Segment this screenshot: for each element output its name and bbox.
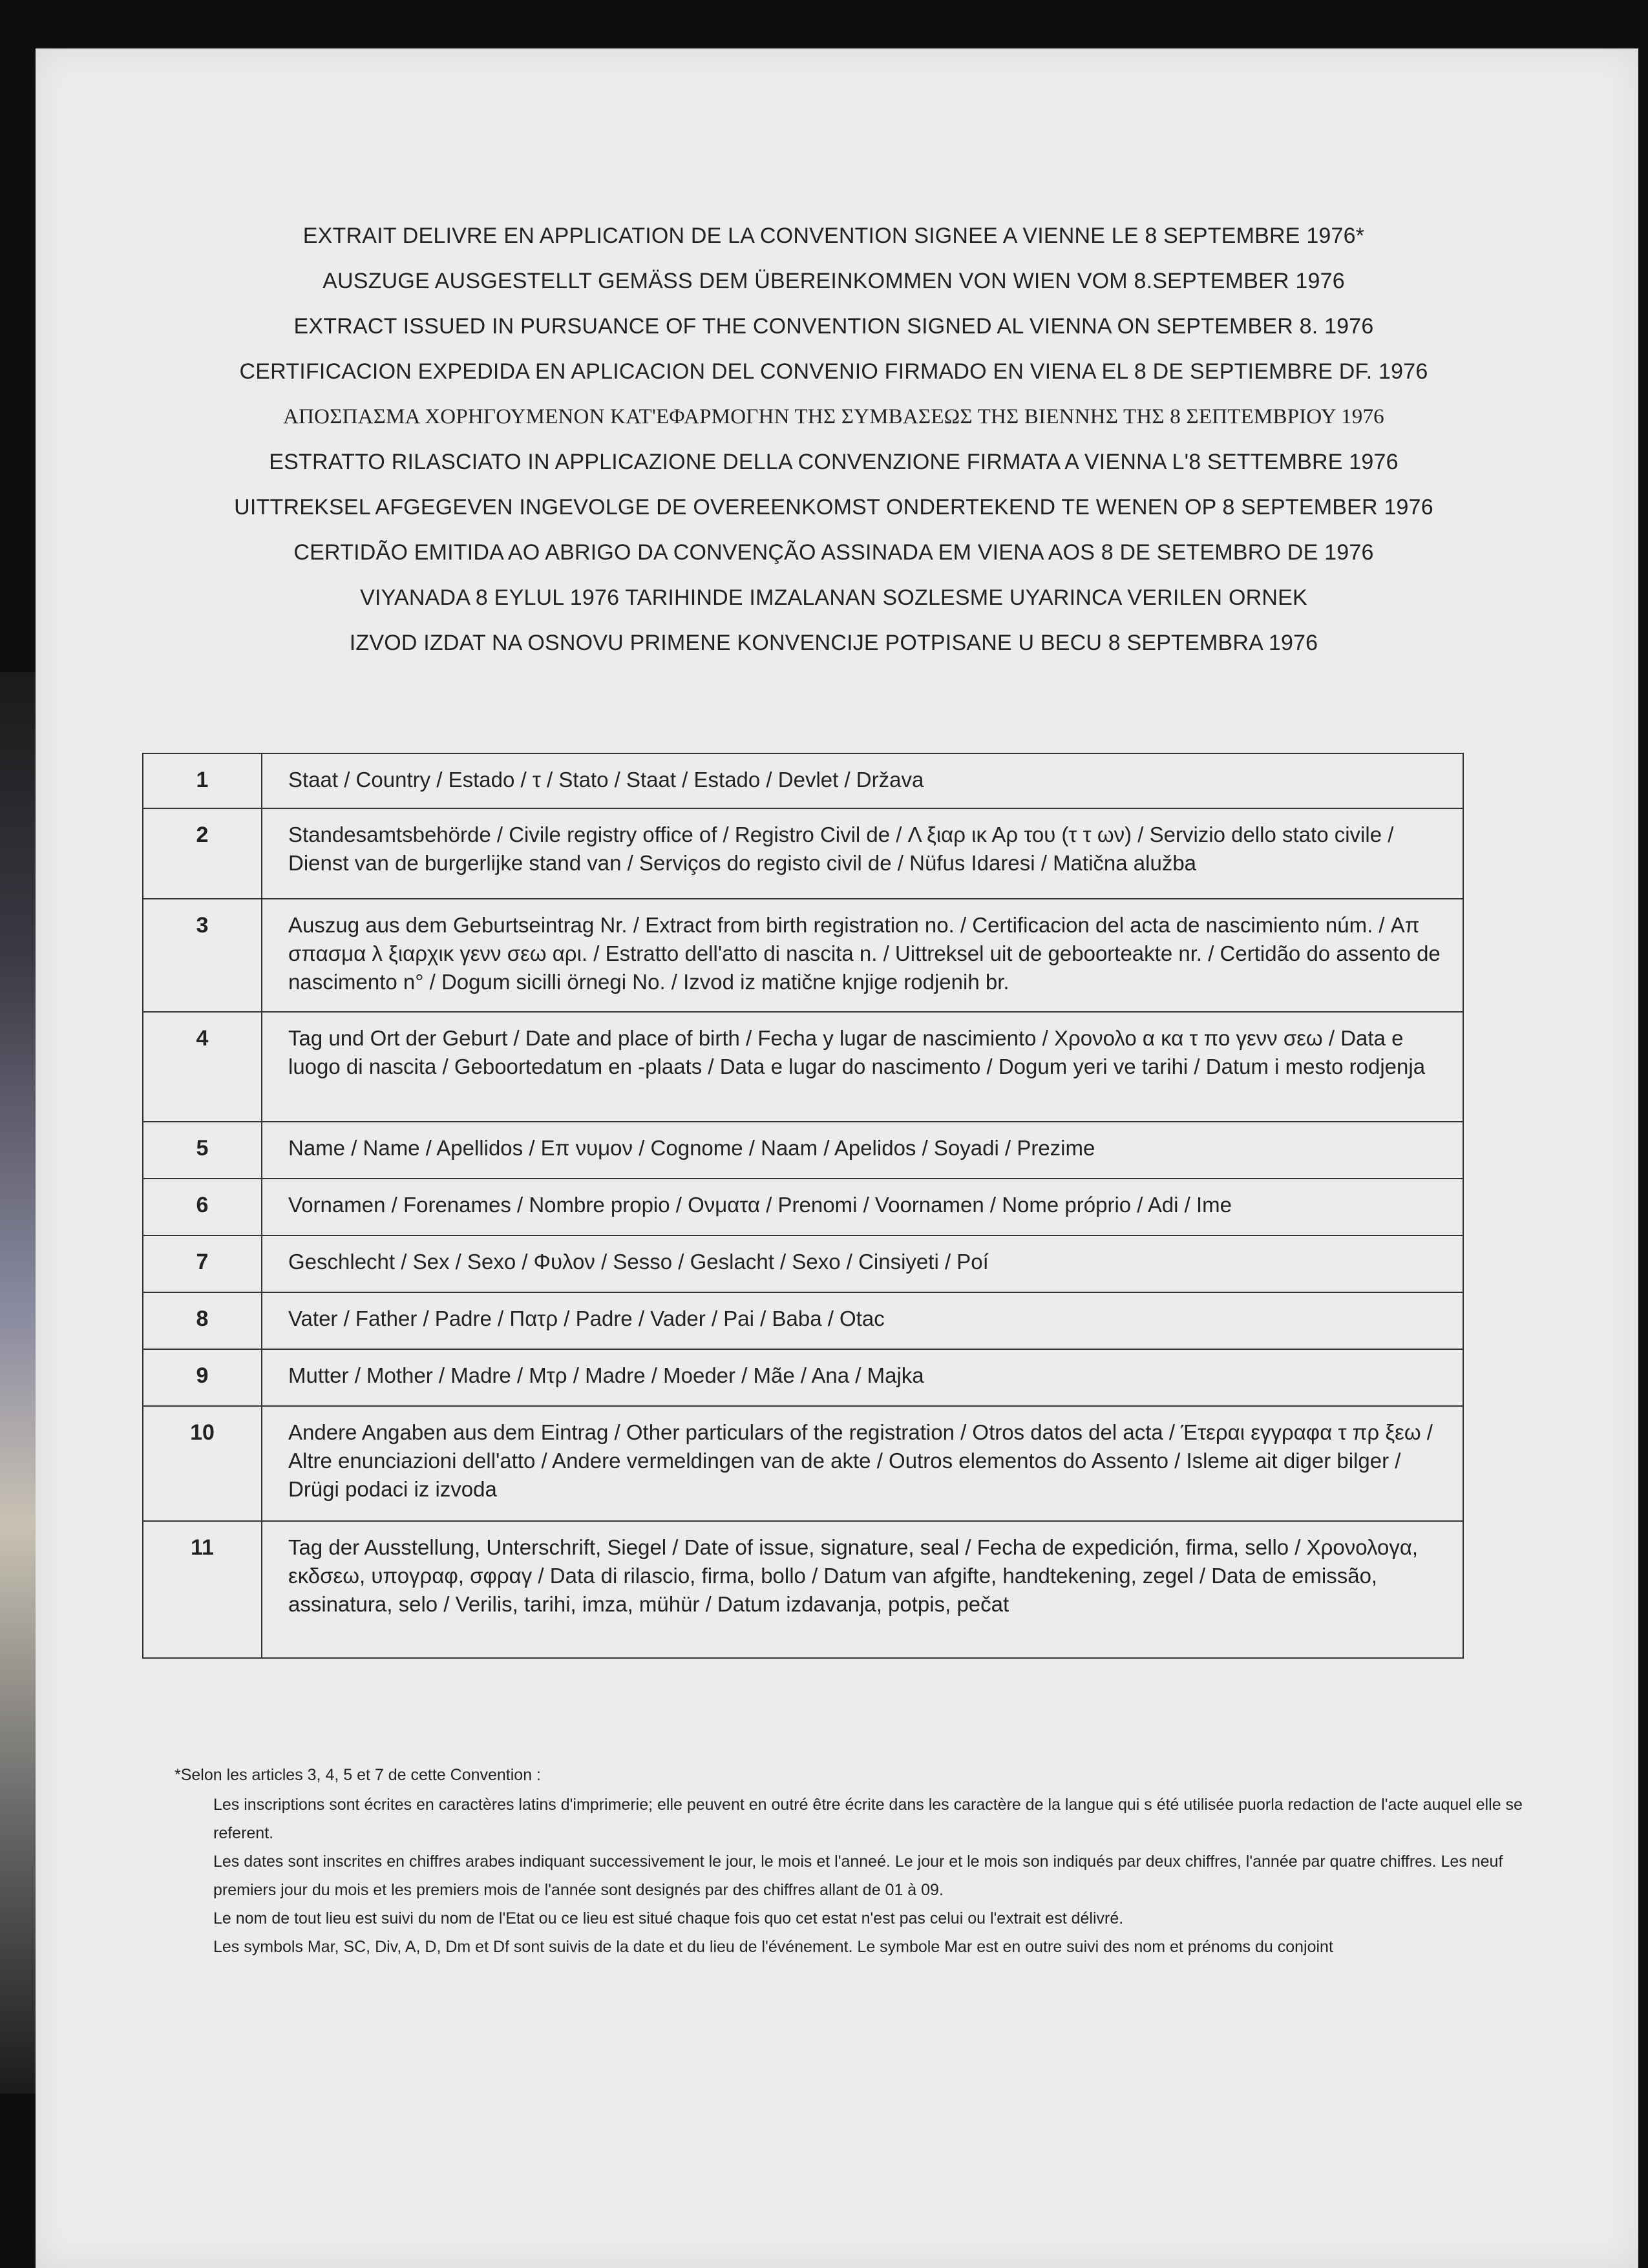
table-row	[143, 1012, 1463, 1122]
field-label-registry-office: Standesamtsbehörde / Civile registry office of / Registro Civil de / Λ ξιαρ ικ Αρ του (τ τ ων) / Servizio dello stato civile / Dienst van de burgerlijke stand van / Serviços do registo civil de / Nüfus Idaresi / Matična alužba	[262, 808, 1463, 899]
header-line-el: ΑΠΟΣΠΑΣΜΑ ΧΟΡΗΓΟΥΜΕΝΟΝ ΚΑΤ'ΕΦΑΡΜΟΓΗΝ ΤΗΣ ΣΥΜΒΑΣΕΩΣ ΤΗΣ ΒΙΕΝΝΗΣ ΤΗΣ 8 ΣΕΠΤΕΜΒΡΙΟΥ 1976	[283, 405, 1384, 428]
header-line-nl: UITTREKSEL AFGEGEVEN INGEVOLGE DE OVEREENKOMST ONDERTEKEND TE WENEN OP 8 SEPTEMBER 1976	[234, 495, 1433, 520]
table-row	[143, 1521, 1463, 1658]
row-number: 6	[143, 1179, 262, 1235]
field-label-forenames: Vornamen / Forenames / Nombre propio / Ονματα / Prenomi / Voornamen / Nome próprio / Adi / Ime	[262, 1179, 1463, 1235]
field-label-sex: Geschlecht / Sex / Sexo / Φυλον / Sesso / Geslacht / Sexo / Cinsiyeti / Poí	[262, 1235, 1463, 1292]
footnote-paragraph: Les inscriptions sont écrites en caractères latins d'imprimerie; elle peuvent en outré être écrite dans les caractère de la langue qui s été utilisée puorla redaction de l'acte auquel elle se referent.	[213, 1796, 1523, 1842]
document-header	[194, 213, 1474, 666]
table-row	[143, 1179, 1463, 1235]
field-label-issue-signature-seal: Tag der Ausstellung, Unterschrift, Siegel / Date of issue, signature, seal / Fecha de expedición, firma, sello / Χρονολογα, εκδσεω, υπογραφ, σφραγ / Data di rilascio, firma, bollo / Datum van afgifte, handtekening, zegel / Data de emissão, assinatura, selo / Verilis, tarihi, imza, mühür / Datum izdavanja, potpis, pečat	[262, 1521, 1463, 1658]
header-line-sr: IZVOD IZDAT NA OSNOVU PRIMENE KONVENCIJE POTPISANE U BECU 8 SEPTEMBRA 1976	[349, 631, 1318, 655]
table-row	[143, 1292, 1463, 1349]
field-label-country: Staat / Country / Estado / τ / Stato / Staat / Estado / Devlet / Država	[262, 753, 1463, 808]
table-row	[143, 1349, 1463, 1406]
row-number: 8	[143, 1292, 262, 1349]
header-line-de: AUSZUGE AUSGESTELLT GEMÄSS DEM ÜBEREINKOMMEN VON WIEN VOM 8.SEPTEMBER 1976	[322, 269, 1345, 293]
table-row	[143, 808, 1463, 899]
table-row	[143, 753, 1463, 808]
row-number: 11	[143, 1521, 262, 1658]
header-line-pt: CERTIDÃO EMITIDA AO ABRIGO DA CONVENÇÃO ASSINADA EM VIENA AOS 8 DE SETEMBRO DE 1976	[293, 540, 1374, 565]
field-label-father: Vater / Father / Padre / Πατρ / Padre / Vader / Pai / Baba / Otac	[262, 1292, 1463, 1349]
footnote-paragraph: Le nom de tout lieu est suivi du nom de l'Etat ou ce lieu est situé chaque fois quo cet estat n'est pas celui ou l'extrait est délivré.	[213, 1909, 1124, 1927]
row-number: 9	[143, 1349, 262, 1406]
footnote-paragraph: Les dates sont inscrites en chiffres arabes indiquant successivement le jour, le mois et l'anneé. Le jour et le mois son indiqués par deux chiffres, l'année par quatre chiffres. Les neuf premiers jour du mois et les premiers mois de l'année sont designés par des chiffres allant de 01 à 09.	[213, 1853, 1503, 1899]
header-line-en: EXTRACT ISSUED IN PURSUANCE OF THE CONVENTION SIGNED AL VIENNA ON SEPTEMBER 8. 1976	[293, 314, 1374, 339]
table-row	[143, 1235, 1463, 1292]
field-label-extract-number: Auszug aus dem Geburtseintrag Nr. / Extract from birth registration no. / Certificacion del acta de nascimiento núm. / Απ σπασμα λ ξιαρχικ γενν σεω αρι. / Estratto dell'atto di nascita n. / Uittreksel uit de geboorteakte nr. / Certidão do assento de nascimento n° / Dogum sicilli örnegi No. / Izvod iz matične knjige rodjenih br.	[262, 899, 1463, 1012]
row-number: 10	[143, 1406, 262, 1521]
row-number: 3	[143, 899, 262, 1012]
header-line-it: ESTRATTO RILASCIATO IN APPLICAZIONE DELLA CONVENZIONE FIRMATA A VIENNA L'8 SETTEMBRE 1976	[269, 450, 1399, 474]
row-number: 5	[143, 1122, 262, 1179]
extract-fields-table	[142, 753, 1464, 1659]
convention-footnote	[174, 1761, 1532, 1961]
field-label-birth-date-place: Tag und Ort der Geburt / Date and place of birth / Fecha y lugar de nascimiento / Χρονολο α κα τ πο γενν σεω / Data e luogo di nascita / Geboortedatum en -plaats / Data e lugar do nascimento / Dogum yeri ve tarihi / Datum i mesto rodjenja	[262, 1012, 1463, 1122]
header-line-fr: EXTRAIT DELIVRE EN APPLICATION DE LA CONVENTION SIGNEE A VIENNE LE 8 SEPTEMBRE 1976*	[302, 224, 1365, 248]
scan-edge-strip	[0, 672, 36, 2094]
footnote-heading: *Selon les articles 3, 4, 5 et 7 de cette Convention :	[174, 1766, 542, 1784]
row-number: 7	[143, 1235, 262, 1292]
table-row	[143, 1122, 1463, 1179]
table-row	[143, 1406, 1463, 1521]
footnote-paragraph: Les symbols Mar, SC, Div, A, D, Dm et Df sont suivis de la date et du lieu de l'événement. Le symbole Mar est en outre suivi des nom et prénoms du conjoint	[213, 1938, 1333, 1956]
table-row	[143, 899, 1463, 1012]
field-label-mother: Mutter / Mother / Madre / Μτρ / Madre / Moeder / Mãe / Ana / Majka	[262, 1349, 1463, 1406]
field-label-other-particulars: Andere Angaben aus dem Eintrag / Other particulars of the registration / Otros datos del acta / Έτεραι εγγραφα τ πρ ξεω / Altre enunciazioni dell'atto / Andere vermeldingen van de akte / Outros elementos do Assento / Isleme ait diger bilger / Drügi podaci iz izvoda	[262, 1406, 1463, 1521]
row-number: 2	[143, 808, 262, 899]
header-line-tr: VIYANADA 8 EYLUL 1976 TARIHINDE IMZALANAN SOZLESME UYARINCA VERILEN ORNEK	[360, 585, 1307, 610]
field-label-surname: Name / Name / Apellidos / Επ νυμον / Cognome / Naam / Apelidos / Soyadi / Prezime	[262, 1122, 1463, 1179]
header-line-es: CERTIFICACION EXPEDIDA EN APLICACION DEL CONVENIO FIRMADO EN VIENA EL 8 DE SEPTIEMBRE DF. 1976	[239, 359, 1428, 384]
row-number: 4	[143, 1012, 262, 1122]
row-number: 1	[143, 753, 262, 808]
